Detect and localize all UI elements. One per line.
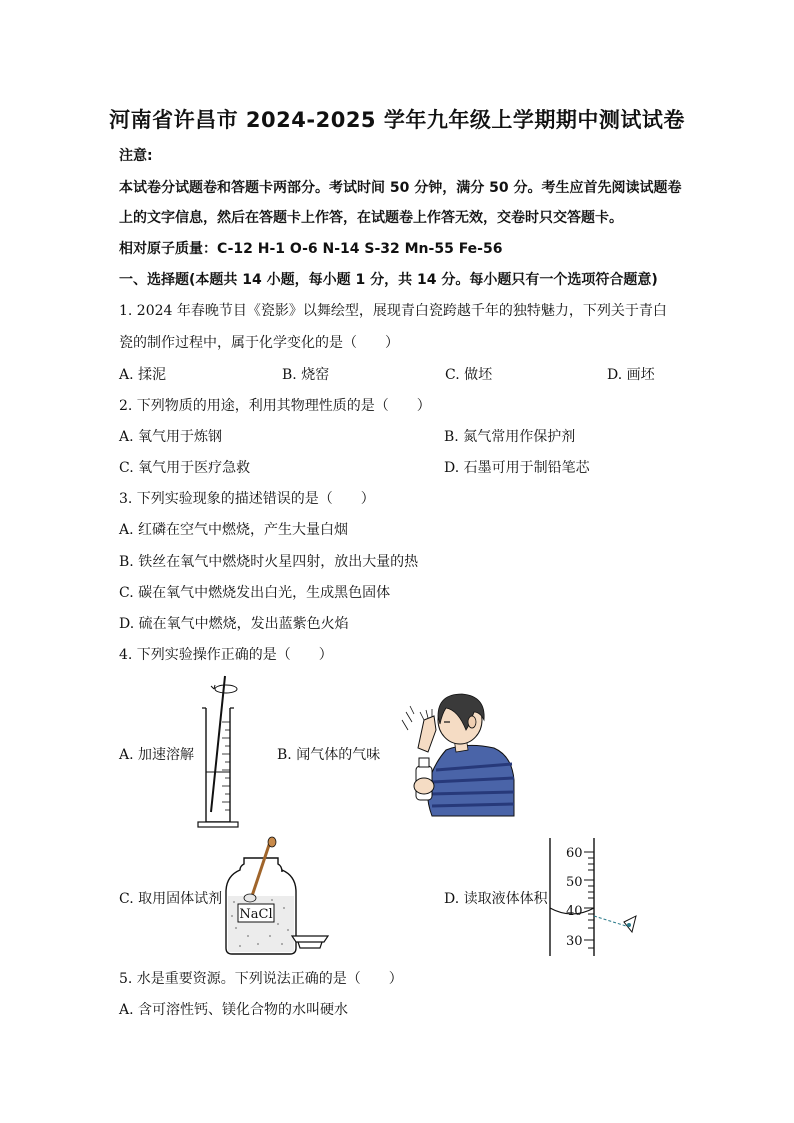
section-heading: 一、选择题(本题共 14 小题，每小题 1 分，共 14 分。每小题只有一个选项符合题意)	[119, 272, 658, 288]
tick-label-30: 30	[566, 934, 583, 949]
smelling-gas-figure	[396, 690, 516, 818]
q1-option-c: C. 做坯	[445, 367, 493, 383]
q2-stem: 2. 下列物质的用途，利用其物理性质的是（ ）	[119, 398, 431, 414]
q5-option-a: A. 含可溶性钙、镁化合物的水叫硬水	[119, 1002, 349, 1018]
q1-option-a: A. 揉泥	[119, 367, 167, 383]
q3-option-d: D. 硫在氧气中燃烧，发出蓝紫色火焰	[119, 616, 349, 632]
q1-option-b: B. 烧窑	[282, 367, 330, 383]
read-volume-figure	[546, 836, 646, 958]
atomic-mass-line: 相对原子质量：C-12 H-1 O-6 N-14 S-32 Mn-55 Fe-56	[119, 241, 503, 257]
q2-option-d: D. 石墨可用于制铅笔芯	[444, 460, 590, 476]
q2-option-a: A. 氧气用于炼钢	[119, 429, 223, 445]
q1-option-d: D. 画坯	[607, 367, 655, 383]
q3-option-a: A. 红磷在空气中燃烧，产生大量白烟	[119, 522, 349, 538]
notice-label: 注意:	[119, 148, 153, 164]
cylinder-stirring-figure	[194, 672, 254, 828]
solid-reagent-figure	[222, 836, 334, 956]
tick-label-40: 40	[566, 904, 583, 919]
q2-option-c: C. 氧气用于医疗急救	[119, 460, 251, 476]
q3-option-c: C. 碳在氧气中燃烧发出白光，生成黑色固体	[119, 585, 391, 601]
exam-title: 河南省许昌市 2024-2025 学年九年级上学期期中测试试卷	[109, 108, 685, 132]
tick-label-60: 60	[566, 846, 583, 861]
q3-option-b: B. 铁丝在氧气中燃烧时火星四射，放出大量的热	[119, 554, 419, 570]
q4-stem: 4. 下列实验操作正确的是（ ）	[119, 647, 333, 663]
notice-line-2: 上的文字信息，然后在答题卡上作答，在试题卷上作答无效，交卷时只交答题卡。	[119, 210, 623, 226]
q3-stem: 3. 下列实验现象的描述错误的是（ ）	[119, 491, 375, 507]
q4-option-a: A. 加速溶解	[119, 747, 195, 763]
q1-stem-line-2: 瓷的制作过程中，属于化学变化的是（ ）	[119, 335, 399, 351]
q4-option-c: C. 取用固体试剂	[119, 891, 223, 907]
q2-option-b: B. 氮气常用作保护剂	[444, 429, 576, 445]
q5-stem: 5. 水是重要资源。下列说法正确的是（ ）	[119, 971, 403, 987]
tick-label-50: 50	[566, 875, 583, 890]
q1-stem-line-1: 1. 2024 年春晚节目《瓷影》以舞绘型，展现青白瓷跨越千年的独特魅力，下列关于青白	[119, 303, 667, 319]
nacl-label: NaCl	[239, 907, 273, 922]
notice-line-1: 本试卷分试题卷和答题卡两部分。考试时间 50 分钟，满分 50 分。考生应首先阅读试题卷	[119, 180, 682, 196]
q4-option-b: B. 闻气体的气味	[277, 747, 381, 763]
q4-option-d: D. 读取液体体积	[444, 891, 548, 907]
